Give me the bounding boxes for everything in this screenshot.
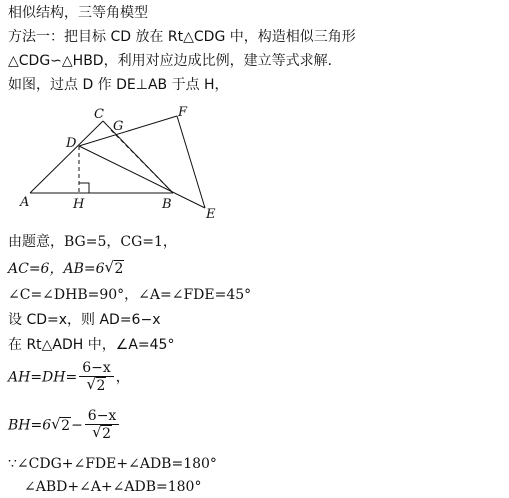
label-A: A bbox=[20, 195, 30, 210]
fraction-bh bbox=[85, 408, 120, 443]
method-line-2: △CDG∽△HBD，利用对应边成比例，建立等式求解． bbox=[8, 53, 342, 69]
let-cd-line: 设 CD=x，则 AD=6−x bbox=[8, 312, 161, 328]
fraction-ah bbox=[79, 360, 114, 395]
angles-line: ∠C=∠DHB=90°，∠A=∠FDE=45° bbox=[8, 287, 252, 303]
right-triangle-line: 在 Rt△ADH 中，∠A=45° bbox=[8, 337, 175, 353]
given-line: 由题意，BG=5，CG=1， bbox=[8, 234, 177, 250]
label-E: E bbox=[206, 207, 216, 222]
sqrt-radicand: 2 bbox=[114, 261, 124, 277]
ah-suffix: ， bbox=[115, 369, 130, 386]
ah-dh-line bbox=[8, 360, 130, 395]
title-line: 相似结构，三等角模型 bbox=[8, 5, 148, 21]
geometry-figure bbox=[0, 100, 260, 230]
sum-line: ∠ABD+∠A+∠ADB=180° bbox=[24, 479, 202, 495]
label-G: G bbox=[113, 119, 124, 134]
bh-label: BH=6 bbox=[8, 417, 52, 434]
segment-AC bbox=[30, 121, 103, 193]
bh-minus: − bbox=[71, 417, 83, 434]
ah-dh-label: AH=DH= bbox=[8, 369, 78, 386]
bh-line bbox=[8, 408, 121, 443]
fraction-ah-numerator: 6−x bbox=[79, 360, 114, 377]
right-angle-mark bbox=[79, 183, 89, 193]
label-F: F bbox=[178, 105, 188, 120]
sqrt-expression: √ 2 bbox=[104, 258, 124, 277]
bh-sqrt: √ 2 bbox=[51, 414, 71, 434]
segment-FE bbox=[177, 116, 205, 208]
method-line-1: 方法一：把目标 CD 放在 Rt△CDG 中，构造相似三角形 bbox=[8, 29, 356, 45]
label-B: B bbox=[162, 197, 172, 212]
label-H: H bbox=[73, 197, 85, 212]
label-C: C bbox=[94, 107, 104, 122]
fraction-bh-denominator: √ 2 bbox=[92, 423, 112, 442]
because-line: ∵∠CDG+∠FDE+∠ADB=180° bbox=[8, 456, 217, 472]
fraction-ah-denominator: √ 2 bbox=[86, 375, 106, 394]
construction-line: 如图，过点 D 作 DE⊥AB 于点 H， bbox=[8, 77, 229, 93]
ac-ab-line bbox=[8, 260, 124, 278]
label-D: D bbox=[66, 136, 77, 151]
segment-DE bbox=[79, 146, 205, 208]
fraction-bh-numerator: 6−x bbox=[85, 408, 120, 425]
ac-ab-text: AC=6，AB=6 bbox=[8, 261, 105, 277]
